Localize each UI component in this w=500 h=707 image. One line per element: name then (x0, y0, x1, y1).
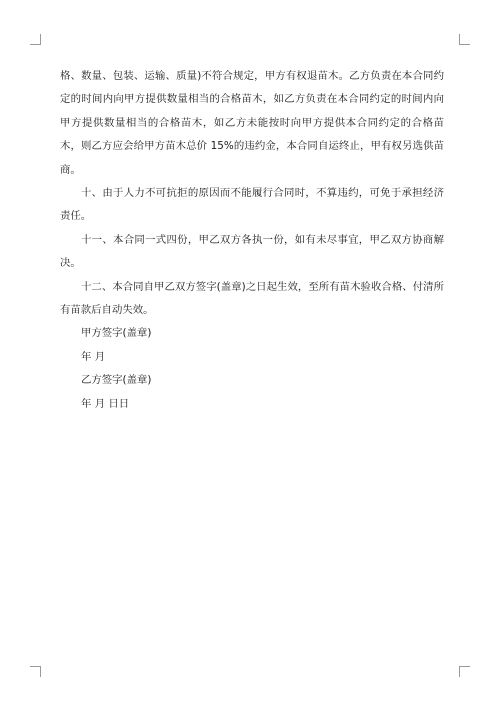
crop-mark-top-left (30, 34, 41, 45)
crop-mark-top-right (459, 34, 470, 45)
document-body (60, 65, 444, 416)
crop-mark-bottom-right (459, 666, 470, 677)
paragraph-force-majeure: 十、由于人力不可抗拒的原因而不能履行合同时，不算违约，可免于承担经济责任。 (60, 187, 444, 223)
paragraph-quality-clause: 格、数量、包装、运输、质量)不符合规定，甲方有权退苗木。乙方负责在本合同约定的时间内向甲方提供数量相当的合格苗木，如乙方负责在本合同约定的时间内向甲方提供数量相当的合格苗木，如乙方未能按时向甲方提供本合同约定的合格苗木，则乙方应会给甲方苗木总价 15%的违约金，本合同自运终止，甲有权另选供苗商。 (60, 70, 444, 176)
date-party-b: 年 月 日日 (81, 397, 130, 410)
signature-party-b: 乙方签字(盖章) (81, 374, 152, 387)
crop-mark-bottom-left (30, 666, 41, 677)
paragraph-copies: 十一、本合同一式四份，甲乙双方各执一份，如有未尽事宜，甲乙双方协商解决。 (60, 233, 444, 270)
paragraph-effective-date: 十二、本合同自甲乙双方签字(盖章)之日起生效，至所有苗木验收合格、付清所有苗款后自动失效。 (60, 280, 444, 317)
signature-party-a: 甲方签字(盖章) (81, 327, 152, 340)
date-party-a: 年 月 (81, 350, 106, 363)
